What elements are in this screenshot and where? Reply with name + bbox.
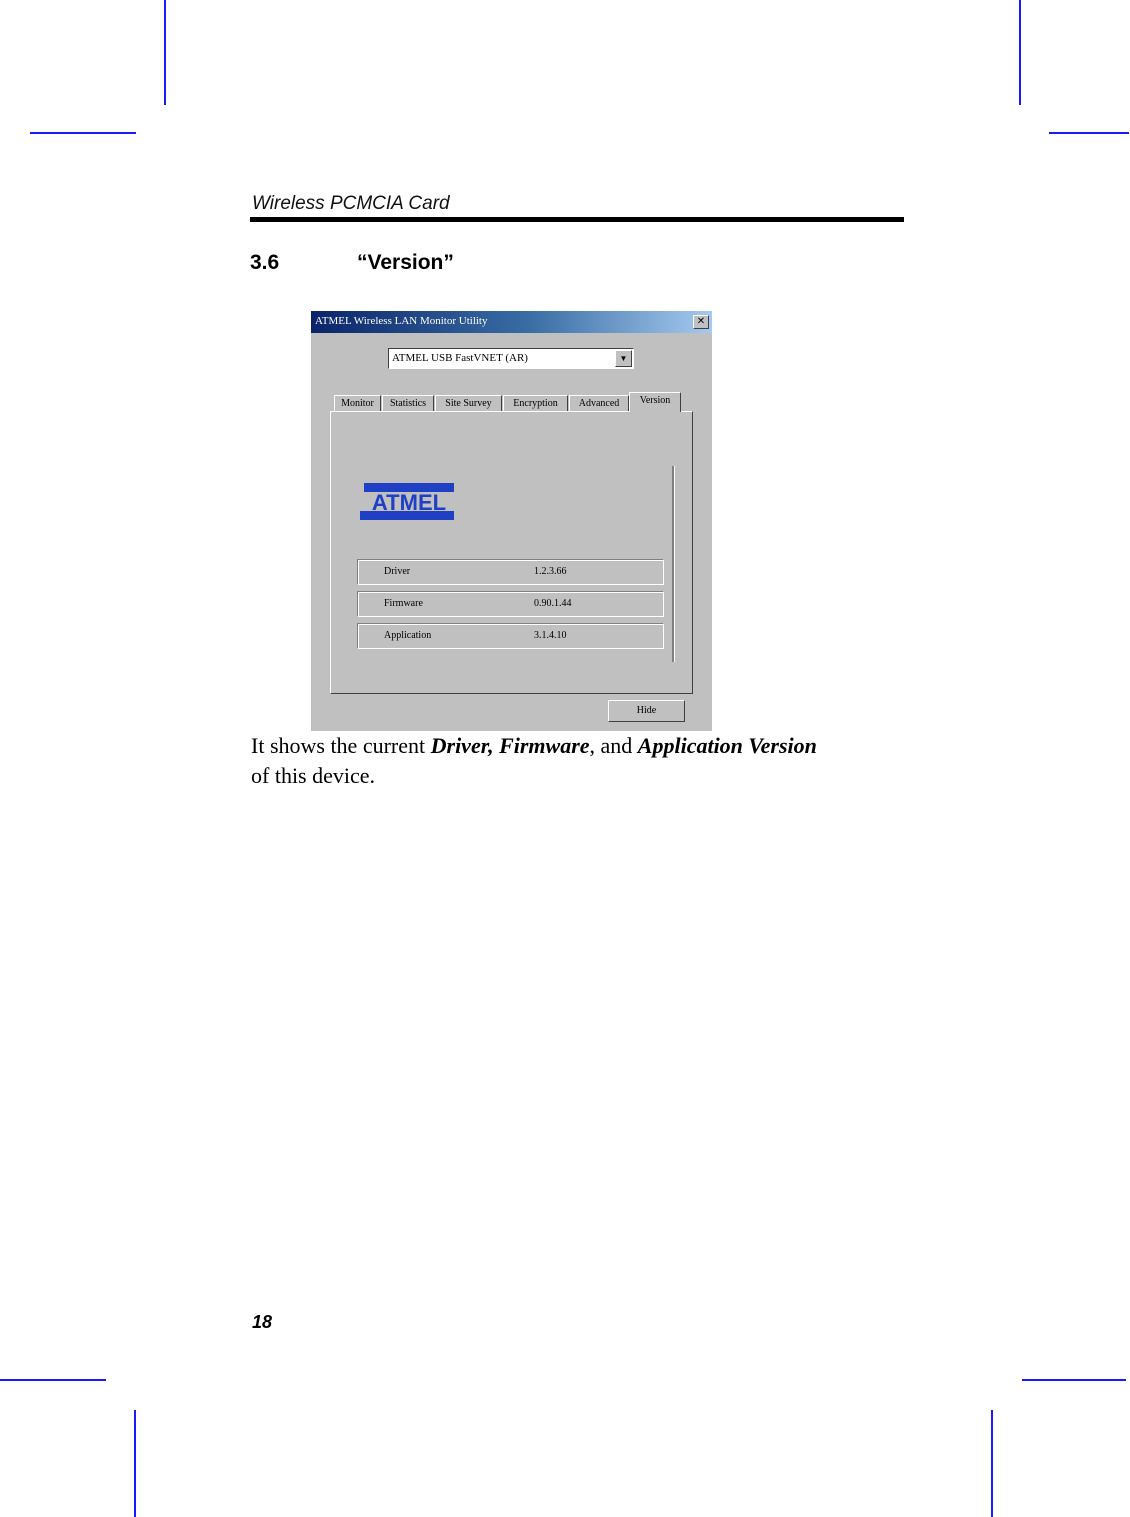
atmel-logo-text: ATMEL xyxy=(371,490,447,515)
tab-encryption[interactable]: Encryption xyxy=(503,395,568,411)
tab-advanced[interactable]: Advanced xyxy=(569,395,629,411)
driver-label: Driver xyxy=(384,566,411,577)
version-row-driver xyxy=(357,559,664,585)
tab-site-survey[interactable]: Site Survey xyxy=(435,395,502,411)
body-bold-driver-firmware: Driver, Firmware xyxy=(430,733,590,758)
version-row-application xyxy=(357,623,664,649)
device-select-value: ATMEL USB FastVNET (AR) xyxy=(392,352,528,364)
device-select[interactable] xyxy=(388,348,634,369)
crop-mark-top-left-horizontal xyxy=(30,132,136,134)
running-header: Wireless PCMCIA Card xyxy=(252,193,450,214)
version-panel xyxy=(330,411,693,694)
crop-mark-bottom-left-horizontal xyxy=(0,1379,106,1381)
tab-statistics[interactable]: Statistics xyxy=(382,395,434,411)
utility-window-screenshot xyxy=(311,311,712,731)
tab-version[interactable]: Version xyxy=(629,392,681,412)
atmel-logo xyxy=(360,477,458,525)
firmware-value: 0.90.1.44 xyxy=(534,598,572,609)
driver-value: 1.2.3.66 xyxy=(534,566,567,577)
version-row-firmware xyxy=(357,591,664,617)
application-value: 3.1.4.10 xyxy=(534,630,567,641)
body-intro: It shows the current xyxy=(251,733,431,758)
close-icon[interactable]: ✕ xyxy=(693,315,709,329)
crop-mark-bottom-right-horizontal xyxy=(1022,1379,1126,1381)
body-bold-application-version: Application Version xyxy=(637,733,817,758)
crop-mark-bottom-left-vertical xyxy=(134,1410,136,1517)
crop-mark-top-right-vertical xyxy=(1019,0,1021,105)
body-paragraph xyxy=(251,731,911,791)
window-title: ATMEL Wireless LAN Monitor Utility xyxy=(315,315,488,327)
tab-monitor[interactable]: Monitor xyxy=(334,395,381,411)
header-rule xyxy=(250,217,904,222)
body-comma: , and xyxy=(589,733,638,758)
page-number: 18 xyxy=(252,1312,273,1332)
section-title: “Version” xyxy=(357,251,454,274)
application-label: Application xyxy=(384,630,432,641)
hide-button[interactable]: Hide xyxy=(608,700,685,722)
section-number: 3.6 xyxy=(250,251,280,274)
panel-divider xyxy=(672,466,675,662)
crop-mark-top-left-vertical xyxy=(164,0,166,105)
crop-mark-bottom-right-vertical xyxy=(991,1410,993,1517)
body-end: of this device. xyxy=(251,763,376,788)
crop-mark-top-right-horizontal xyxy=(1049,132,1129,134)
firmware-label: Firmware xyxy=(384,598,423,609)
window-title-bar xyxy=(311,311,712,333)
chevron-down-icon[interactable]: ▼ xyxy=(615,350,632,367)
